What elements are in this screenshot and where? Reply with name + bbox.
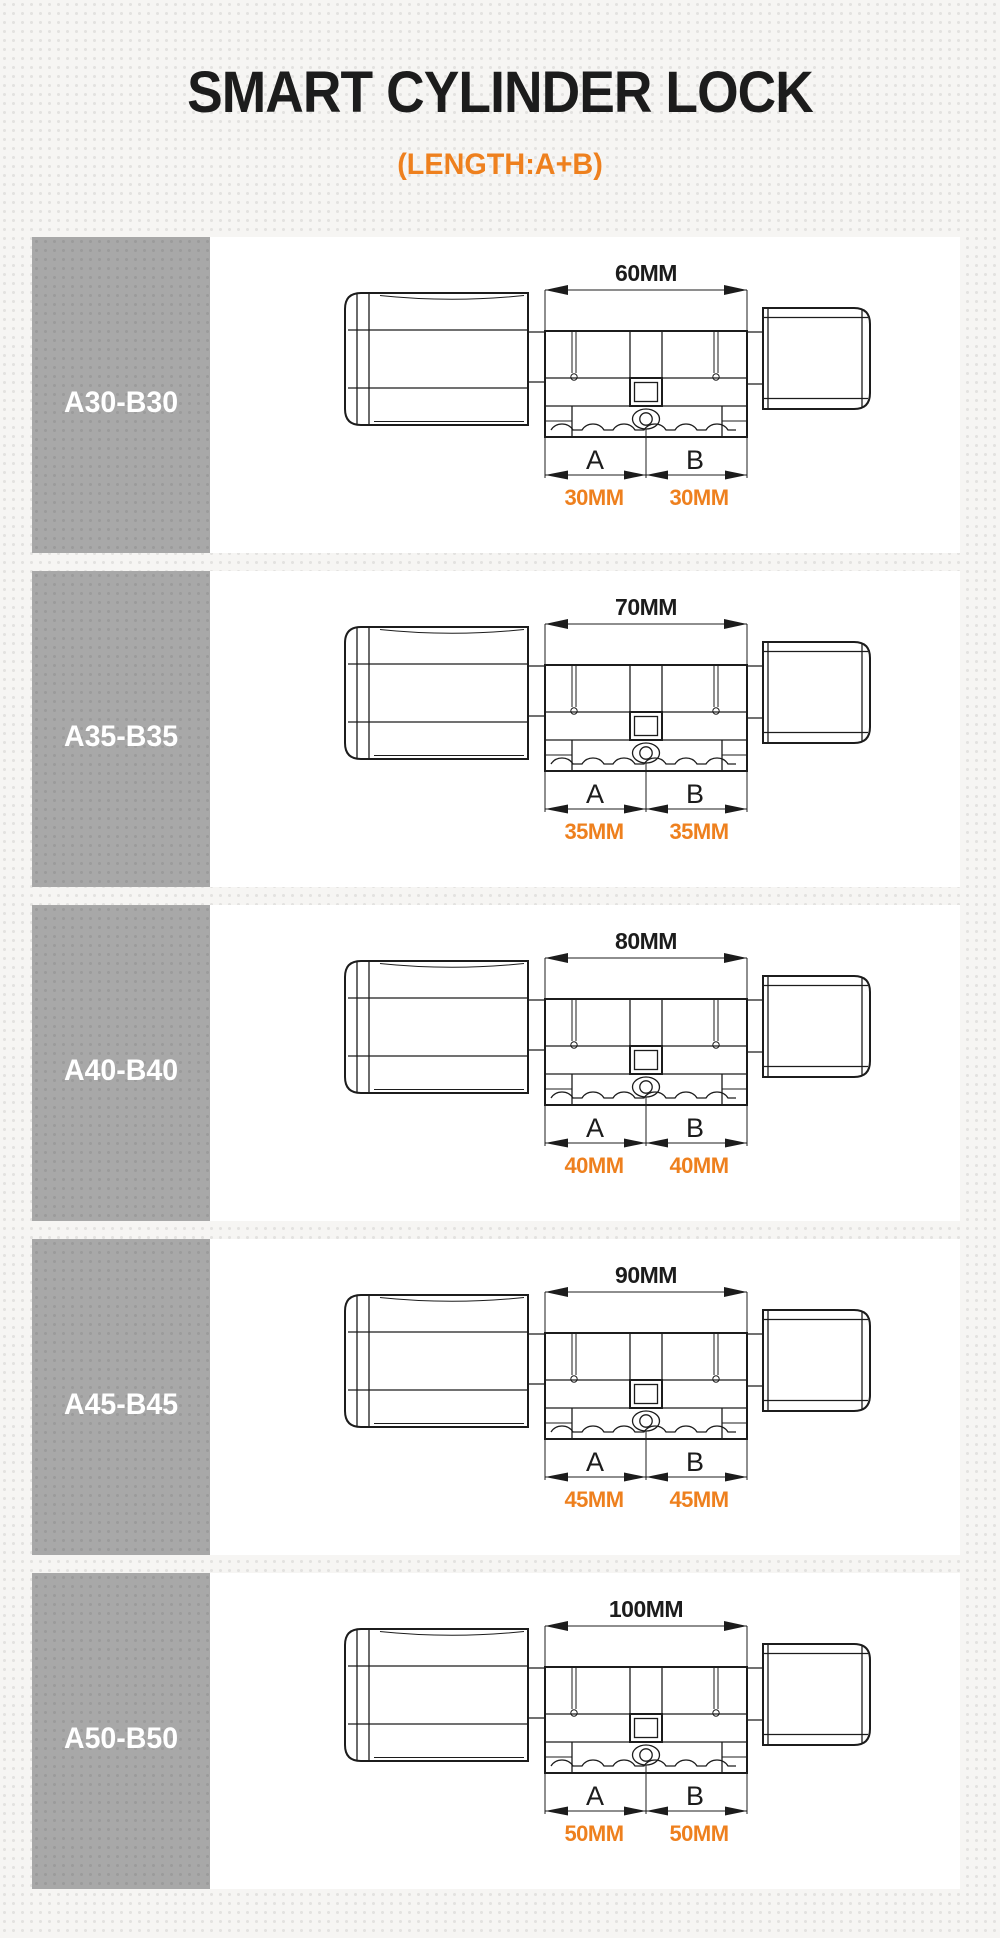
total-length-label: 100MM	[608, 1596, 684, 1622]
size-row	[32, 1573, 960, 1889]
left-neck	[528, 1668, 545, 1718]
segment-b-letter: B	[685, 1113, 705, 1143]
smart-knob-outline	[345, 293, 528, 425]
total-length-label: 60MM	[615, 260, 677, 286]
size-row	[32, 1239, 960, 1555]
segment-a-letter: A	[585, 779, 605, 809]
thumbturn-knob-outline	[763, 642, 870, 743]
cylinder-body-outline	[545, 999, 747, 1105]
set-screw-pins	[571, 665, 719, 714]
cylinder-lock-drawing	[32, 905, 960, 1221]
cylinder-body-outline	[545, 1333, 747, 1439]
cylinder-body-outline	[545, 665, 747, 771]
clutch-block	[630, 665, 662, 740]
total-length-dimension	[545, 285, 747, 331]
size-label: A40-B40	[63, 1054, 179, 1087]
product-rows	[32, 237, 960, 1907]
thumbturn-knob-outline	[763, 1644, 870, 1745]
cam-circle	[633, 743, 660, 763]
smart-knob-outline	[345, 961, 528, 1093]
segment-b-value: 40MM	[669, 1153, 729, 1178]
segment-b-value: 35MM	[669, 819, 729, 844]
right-neck	[747, 666, 763, 718]
cam-circle	[633, 1077, 660, 1097]
size-label: A45-B45	[63, 1388, 179, 1421]
right-neck	[747, 1000, 763, 1052]
clutch-block	[630, 999, 662, 1074]
page-subtitle: (LENGTH:A+B)	[397, 148, 603, 181]
cam-circle	[633, 1411, 660, 1431]
segment-b-letter: B	[685, 445, 705, 475]
size-row	[32, 237, 960, 553]
right-neck	[747, 1668, 763, 1720]
total-length-dimension	[545, 953, 747, 999]
segment-b-letter: B	[685, 1781, 705, 1811]
cylinder-lock-drawing	[32, 1239, 960, 1555]
cylinder-body-outline	[545, 331, 747, 437]
cam-circle	[633, 1745, 660, 1765]
size-label: A30-B30	[63, 386, 179, 419]
segment-b-letter: B	[685, 1447, 705, 1477]
segment-a-letter: A	[585, 1447, 605, 1477]
segment-a-value: 50MM	[564, 1821, 624, 1846]
total-length-label: 90MM	[615, 1262, 677, 1288]
total-length-dimension	[545, 1621, 747, 1667]
left-neck	[528, 666, 545, 716]
segment-a-letter: A	[585, 1113, 605, 1143]
left-neck	[528, 332, 545, 382]
total-length-label: 80MM	[615, 928, 677, 954]
clutch-block	[630, 1333, 662, 1408]
size-row	[32, 905, 960, 1221]
clutch-block	[630, 331, 662, 406]
set-screw-pins	[571, 1667, 719, 1716]
cylinder-body-outline	[545, 1667, 747, 1773]
segment-a-value: 40MM	[564, 1153, 624, 1178]
cylinder-lock-drawing	[32, 237, 960, 553]
smart-knob-outline	[345, 1295, 528, 1427]
page-title: SMART CYLINDER LOCK	[187, 60, 813, 125]
set-screw-pins	[571, 1333, 719, 1382]
segment-a-value: 35MM	[564, 819, 624, 844]
thumbturn-knob-outline	[763, 308, 870, 409]
total-length-dimension	[545, 1287, 747, 1333]
segment-a-letter: A	[585, 1781, 605, 1811]
total-length-label: 70MM	[615, 594, 677, 620]
segment-a-value: 45MM	[564, 1487, 624, 1512]
right-neck	[747, 332, 763, 384]
segment-b-value: 50MM	[669, 1821, 729, 1846]
left-neck	[528, 1334, 545, 1384]
size-row	[32, 571, 960, 887]
size-label: A35-B35	[63, 720, 179, 753]
cylinder-lock-drawing	[32, 571, 960, 887]
set-screw-pins	[571, 331, 719, 380]
left-neck	[528, 1000, 545, 1050]
set-screw-pins	[571, 999, 719, 1048]
thumbturn-knob-outline	[763, 1310, 870, 1411]
right-neck	[747, 1334, 763, 1386]
segment-b-letter: B	[685, 779, 705, 809]
segment-a-letter: A	[585, 445, 605, 475]
clutch-block	[630, 1667, 662, 1742]
size-label: A50-B50	[63, 1722, 179, 1755]
segment-b-value: 45MM	[669, 1487, 729, 1512]
cylinder-lock-drawing	[32, 1573, 960, 1889]
segment-a-value: 30MM	[564, 485, 624, 510]
smart-knob-outline	[345, 627, 528, 759]
cam-circle	[633, 409, 660, 429]
total-length-dimension	[545, 619, 747, 665]
thumbturn-knob-outline	[763, 976, 870, 1077]
segment-b-value: 30MM	[669, 485, 729, 510]
smart-knob-outline	[345, 1629, 528, 1761]
